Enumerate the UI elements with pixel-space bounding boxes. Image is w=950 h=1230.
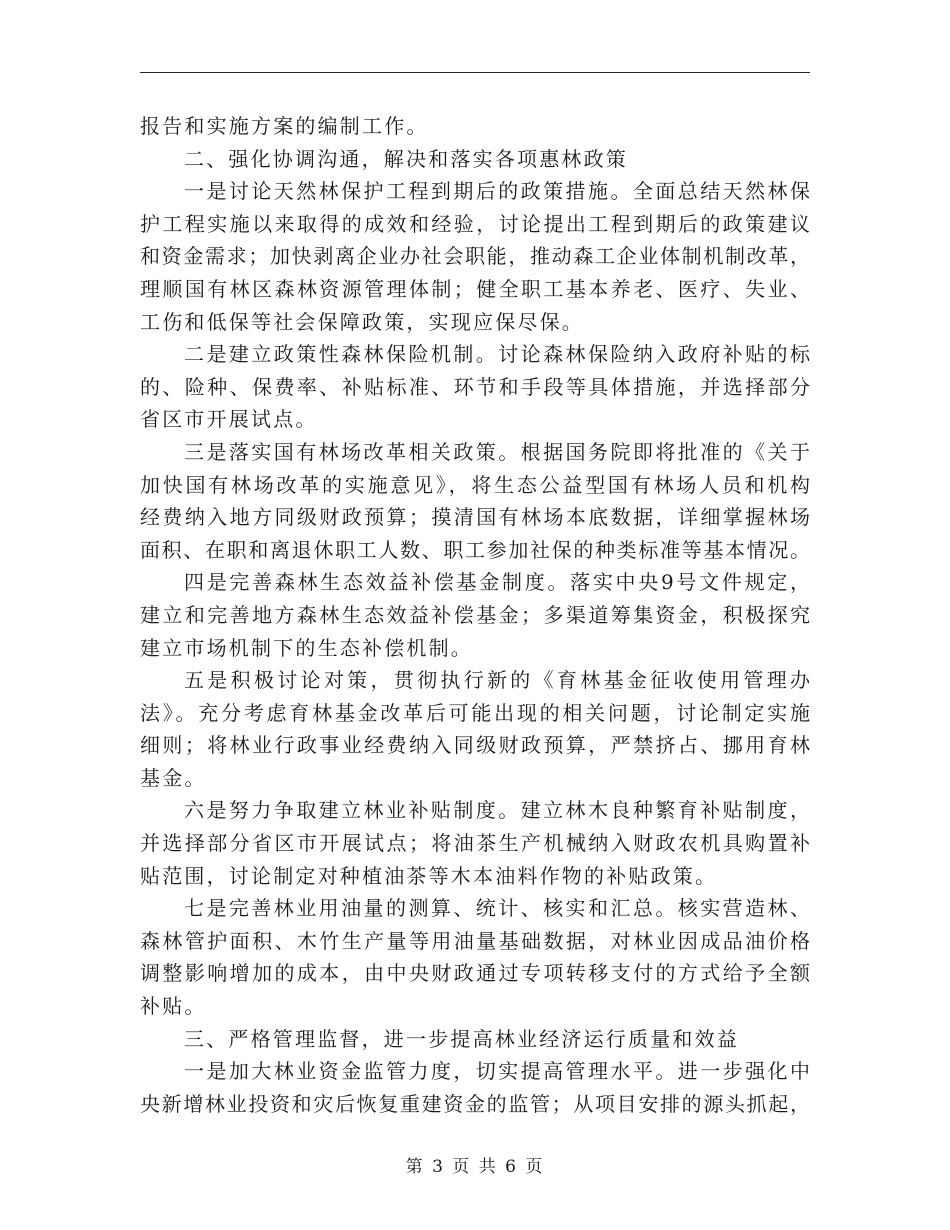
text-line: 建立和完善地方森林生态效益补偿基金；多渠道筹集资金，积极探究 bbox=[140, 602, 810, 627]
text-line: 报告和实施方案的编制工作。 bbox=[140, 114, 429, 138]
text-line: 二是建立政策性森林保险机制。讨论森林保险纳入政府补贴的标 bbox=[184, 342, 810, 367]
text-line: 五是积极讨论对策，贯彻执行新的《育林基金征收使用管理办 bbox=[184, 668, 810, 693]
text-line: 工伤和低保等社会保障政策，实现应保尽保。 bbox=[140, 309, 584, 334]
text-line: 七是完善林业用油量的测算、统计、核实和汇总。核实营造林、 bbox=[184, 896, 810, 921]
text-line: 一是加大林业资金监管力度，切实提高管理水平。进一步强化中 bbox=[184, 1059, 810, 1084]
header-rule bbox=[140, 72, 810, 73]
text-line: 法》。充分考虑育林基金改革后可能出现的相关问题，讨论制定实施 bbox=[140, 700, 810, 725]
text-line: 四是完善森林生态效益补偿基金制度。落实中央9号文件规定， bbox=[184, 570, 810, 595]
text-line: 和资金需求；加快剥离企业办社会职能，推动森工企业体制机制改革， bbox=[140, 244, 810, 269]
text-line: 细则；将林业行政事业经费纳入同级财政预算，严禁挤占、挪用育林 bbox=[140, 733, 810, 758]
section-heading: 三、严格管理监督，进一步提高林业经济运行质量和效益 bbox=[184, 1026, 739, 1051]
page-number-footer: 第 3 页 共 6 页 bbox=[405, 1157, 545, 1177]
text-line: 并选择部分省区市开展试点；将油茶生产机械纳入财政农机具购置补 bbox=[140, 831, 810, 856]
text-line: 经费纳入地方同级财政预算；摸清国有林场本底数据，详细掌握林场 bbox=[140, 505, 810, 530]
text-line: 理顺国有林区森林资源管理体制；健全职工基本养老、医疗、失业、 bbox=[140, 276, 810, 301]
text-line: 加快国有林场改革的实施意见》，将生态公益型国有林场人员和机构 bbox=[140, 472, 810, 497]
text-line: 面积、在职和离退休职工人数、职工参加社保的种类标准等基本情况。 bbox=[140, 537, 810, 562]
text-line: 央新增林业投资和灾后恢复重建资金的监管；从项目安排的源头抓起， bbox=[140, 1091, 810, 1116]
document-body bbox=[140, 110, 810, 1120]
text-line: 调整影响增加的成本，由中央财政通过专项转移支付的方式给予全额 bbox=[140, 961, 810, 986]
text-line: 省区市开展试点。 bbox=[140, 407, 318, 432]
text-line: 贴范围，讨论制定对种植油茶等木本油料作物的补贴政策。 bbox=[140, 863, 718, 888]
text-line: 建立市场机制下的生态补偿机制。 bbox=[140, 635, 473, 660]
text-line: 护工程实施以来取得的成效和经验，讨论提出工程到期后的政策建议 bbox=[140, 211, 810, 236]
text-line: 基金。 bbox=[140, 765, 207, 790]
text-line: 补贴。 bbox=[140, 994, 207, 1019]
text-line: 三是落实国有林场改革相关政策。根据国务院即将批准的《关于 bbox=[184, 439, 810, 464]
text-line: 的、险种、保费率、补贴标准、环节和手段等具体措施，并选择部分 bbox=[140, 374, 810, 399]
text-line: 六是努力争取建立林业补贴制度。建立林木良种繁育补贴制度， bbox=[184, 798, 810, 823]
section-heading: 二、强化协调沟通，解决和落实各项惠林政策 bbox=[184, 146, 628, 171]
text-line: 一是讨论天然林保护工程到期后的政策措施。全面总结天然林保 bbox=[184, 179, 810, 204]
text-line: 森林管护面积、木竹生产量等用油量基础数据，对林业因成品油价格 bbox=[140, 928, 810, 953]
